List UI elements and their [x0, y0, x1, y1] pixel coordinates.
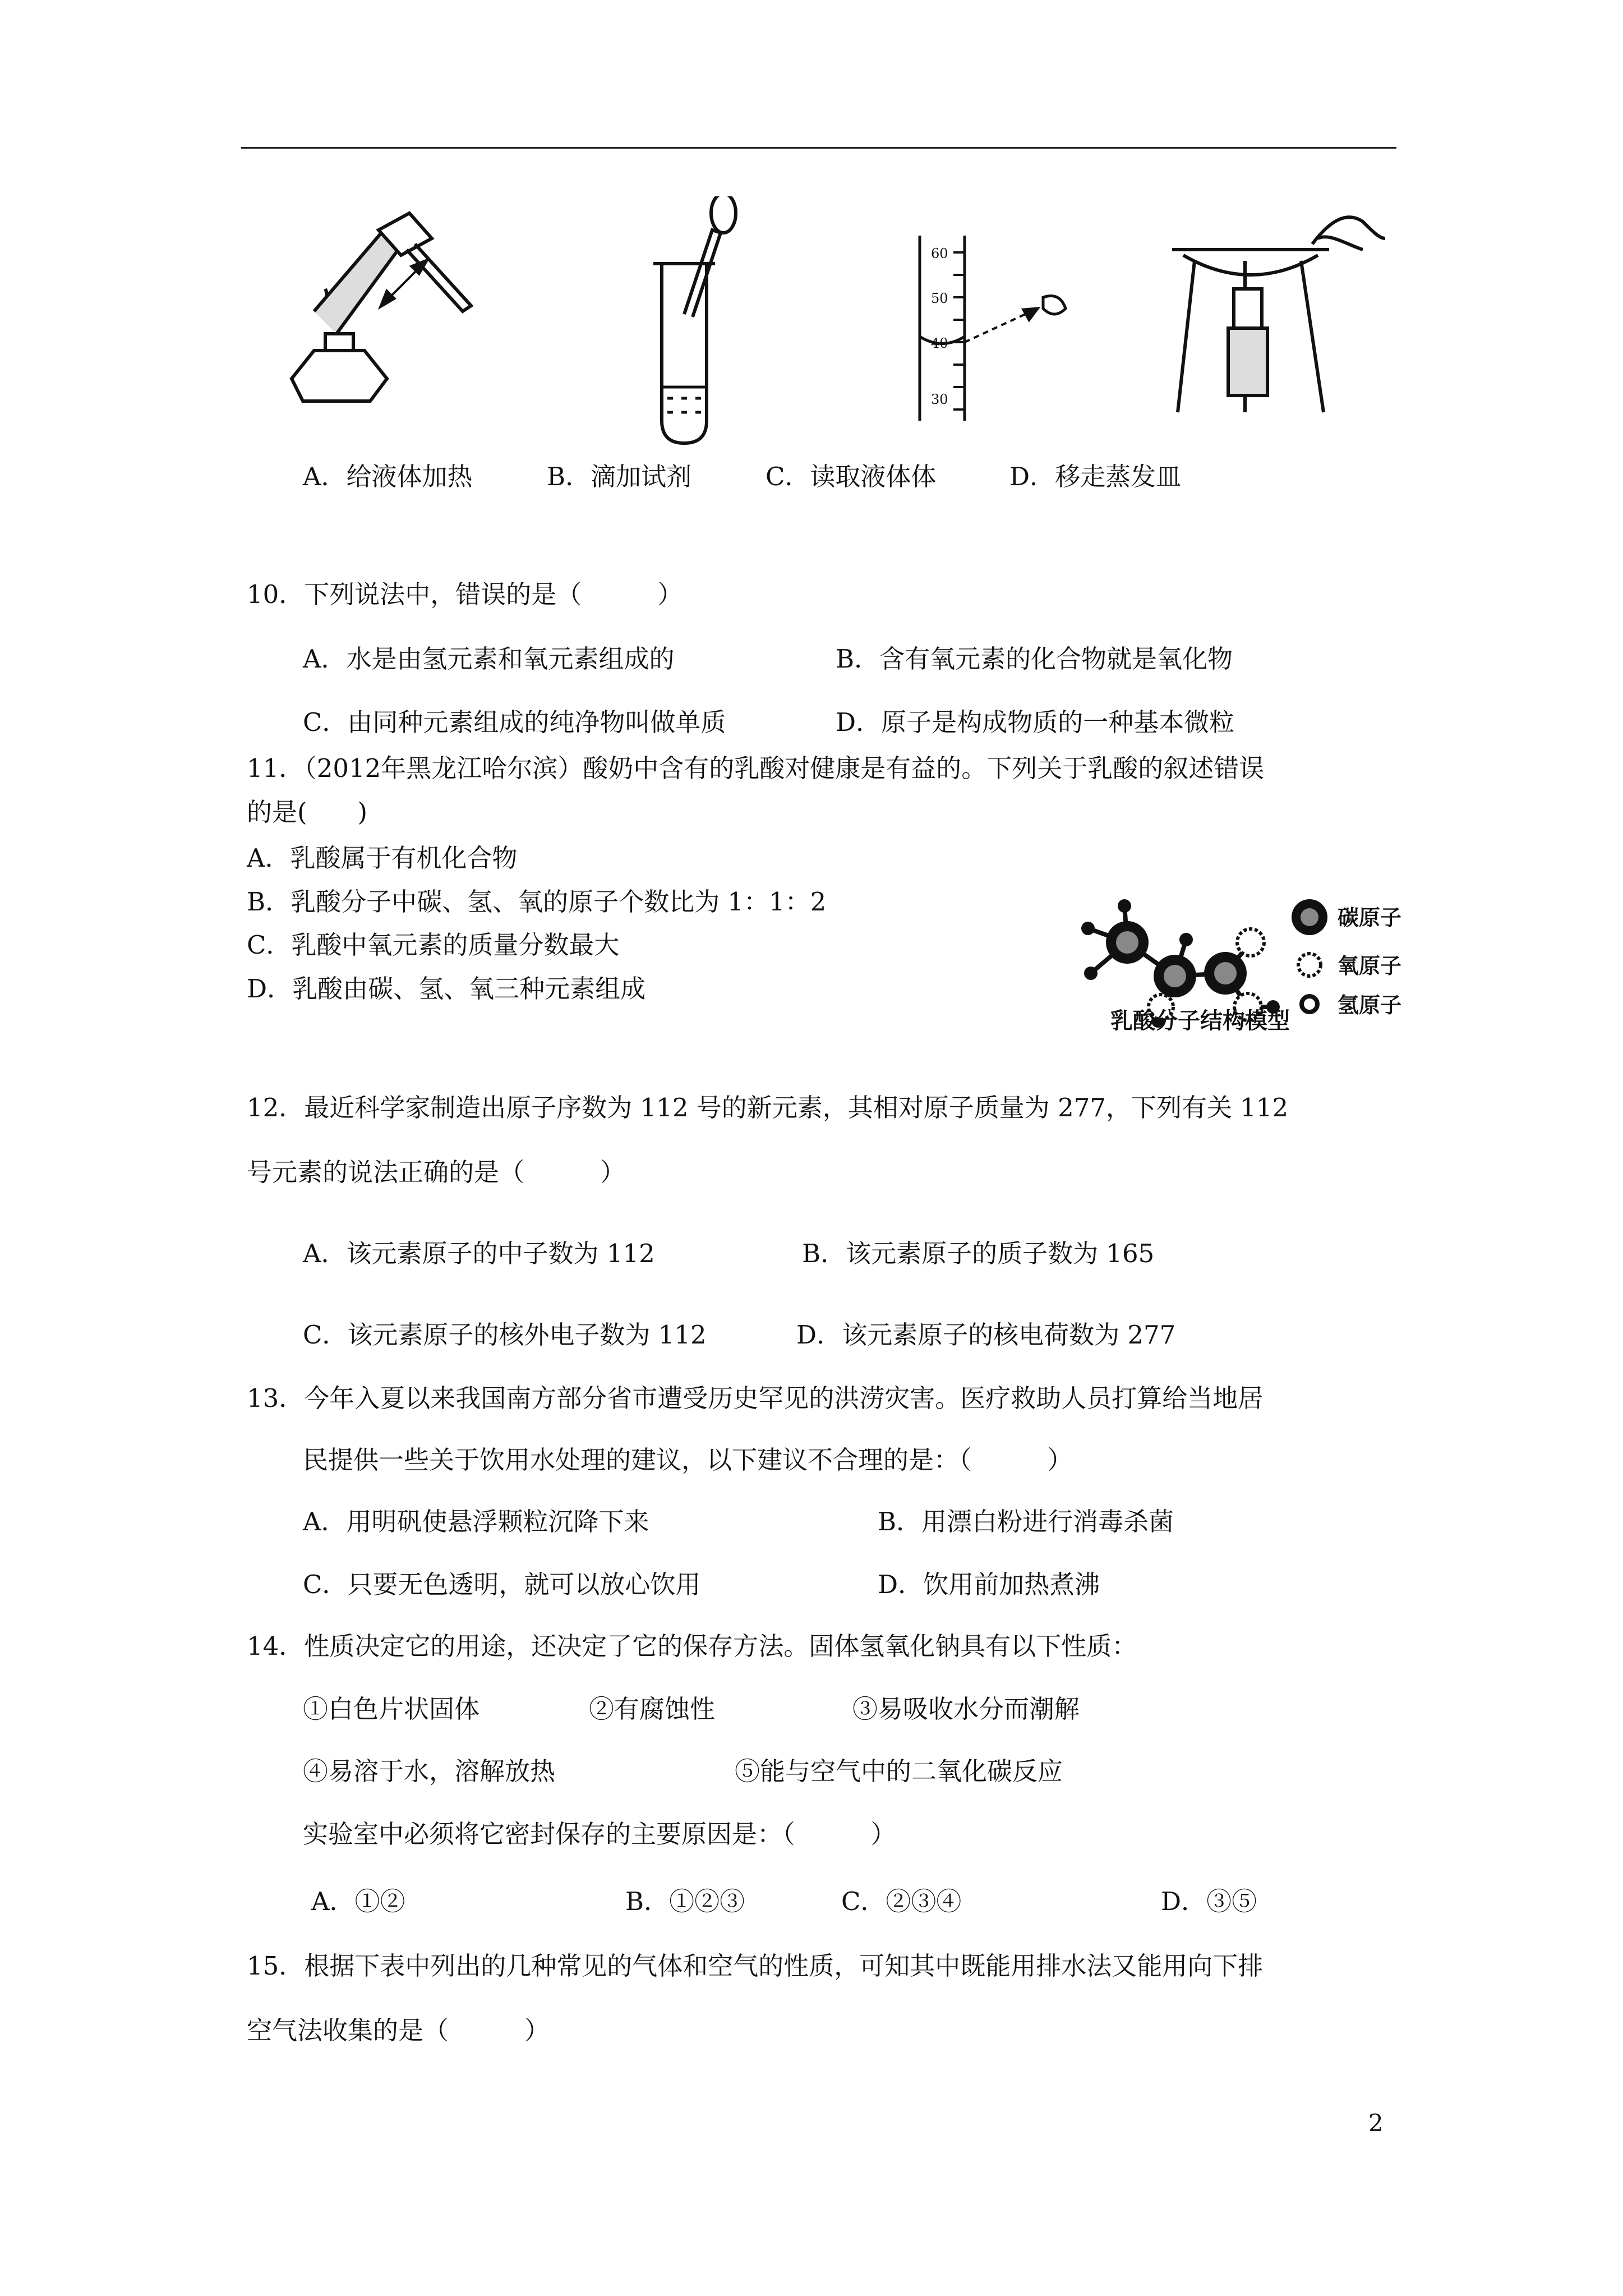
q11-option-b: B．乳酸分子中碳、氢、氧的原子个数比为 1：1：2	[247, 887, 827, 917]
q14-prop-4: ④易溶于水，溶解放热	[303, 1756, 556, 1786]
q11-option-c: C．乳酸中氧元素的质量分数最大	[247, 930, 620, 960]
q12-option-b: B．该元素原子的质子数为 165	[802, 1239, 1155, 1268]
q13-option-b: B．用漂白粉进行消毒杀菌	[878, 1507, 1174, 1536]
page-number: 2	[1368, 2109, 1384, 2137]
q14-question: 实验室中必须将它密封保存的主要原因是：（ ）	[303, 1819, 896, 1849]
model-caption: 乳酸分子结构模型	[1110, 1008, 1290, 1034]
figure-label-a: A．给液体加热	[303, 462, 473, 491]
heating-liquid-figure	[280, 199, 505, 446]
q14-prop-2: ②有腐蚀性	[589, 1694, 716, 1724]
legend-hydrogen: 氢原子	[1338, 993, 1402, 1018]
q15-stem-line2: 空气法收集的是（ ）	[247, 2016, 550, 2045]
q14-prop-1: ①白色片状固体	[303, 1694, 480, 1724]
q10-stem: 10．下列说法中，错误的是（ ）	[247, 579, 683, 609]
measuring-cylinder-figure	[909, 236, 1099, 426]
q11-stem-line1: 11．（2012年黑龙江哈尔滨）酸奶中含有的乳酸对健康是有益的。下列关于乳酸的叙述错误	[247, 753, 1265, 783]
q12-option-a: A．该元素原子的中子数为 112	[303, 1239, 655, 1268]
q14-option-b: B．①②③	[625, 1887, 745, 1916]
q14-stem: 14．性质决定它的用途，还决定了它的保存方法。固体氢氧化钠具有以下性质：	[247, 1631, 1137, 1661]
q13-stem-line1: 13．今年入夏以来我国南方部分省市遭受历史罕见的洪涝灾害。医疗救助人员打算给当地居	[247, 1383, 1264, 1413]
q10-option-b: B．含有氧元素的化合物就是氧化物	[836, 644, 1233, 674]
model-legend-markers	[1290, 892, 1335, 1021]
q12-option-c: C．该元素原子的核外电子数为 112	[303, 1320, 707, 1350]
q14-option-a: A．①②	[311, 1887, 405, 1916]
q11-stem-line2: 的是( )	[247, 797, 368, 827]
q11-option-d: D．乳酸由碳、氢、氧三种元素组成	[247, 974, 646, 1004]
tick-40: 40	[931, 335, 948, 351]
q12-option-d: D．该元素原子的核电荷数为 277	[796, 1320, 1176, 1350]
q10-option-d: D．原子是构成物质的一种基本微粒	[836, 707, 1235, 737]
legend-carbon: 碳原子	[1338, 905, 1402, 930]
q14-prop-5: ⑤能与空气中的二氧化碳反应	[735, 1756, 1063, 1786]
q13-option-c: C．只要无色透明，就可以放心饮用	[303, 1570, 701, 1599]
q13-stem-line2: 民提供一些关于饮用水处理的建议，以下建议不合理的是：（ ）	[303, 1445, 1073, 1475]
tick-60: 60	[931, 246, 948, 261]
q14-prop-3: ③易吸收水分而潮解	[852, 1694, 1080, 1724]
q11-option-a: A．乳酸属于有机化合物	[247, 843, 518, 873]
q14-option-c: C．②③④	[841, 1887, 962, 1916]
q10-option-a: A．水是由氢元素和氧元素组成的	[303, 644, 675, 674]
legend-oxygen: 氧原子	[1338, 954, 1402, 978]
q12-stem-line2: 号元素的说法正确的是（ ）	[247, 1157, 626, 1187]
q15-stem-line1: 15．根据下表中列出的几种常见的气体和空气的性质，可知其中既能用排水法又能用向下排	[247, 1951, 1264, 1981]
q13-option-a: A．用明矾使悬浮颗粒沉降下来	[303, 1507, 649, 1536]
tick-50: 50	[931, 291, 948, 306]
dropper-figure	[651, 196, 774, 449]
figure-label-d: D．移走蒸发皿	[1009, 462, 1182, 491]
q12-stem-line1: 12．最近科学家制造出原子序数为 112 号的新元素，其相对原子质量为 277，下列有关 112	[247, 1093, 1289, 1122]
q13-option-d: D．饮用前加热煮沸	[878, 1570, 1100, 1599]
figure-label-c: C．读取液体体	[766, 462, 937, 491]
header-rule	[241, 147, 1396, 149]
q10-option-c: C．由同种元素组成的纯净物叫做单质	[303, 707, 726, 737]
figure-label-b: B．滴加试剂	[547, 462, 692, 491]
evaporating-dish-figure	[1161, 199, 1385, 452]
q14-option-d: D．③⑤	[1161, 1887, 1257, 1916]
tick-30: 30	[931, 392, 948, 407]
